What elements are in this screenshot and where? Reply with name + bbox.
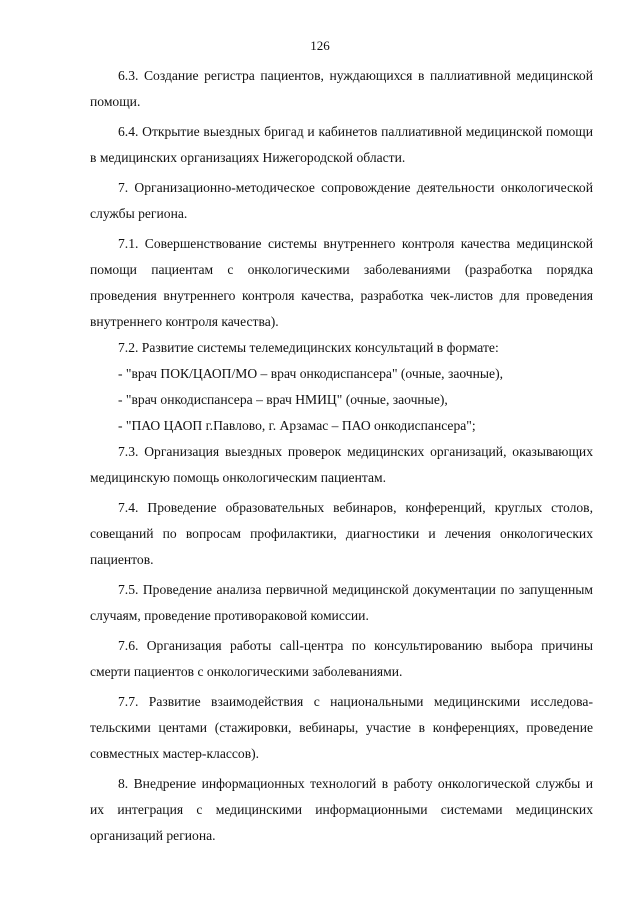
page-number: 126 — [310, 38, 330, 53]
paragraph-6-3: 6.3. Создание регистра пациентов, нуждающихся в паллиативной медицинской помощи. — [90, 68, 593, 109]
paragraph-7-2: 7.2. Развитие системы телемедицинских консультаций в формате: — [118, 340, 499, 355]
paragraph-7-6: 7.6. Организация работы call-центра по консультированию выбора причины смерти пациентов с онкологическими заболеваниями. — [90, 638, 593, 679]
paragraph-7-3: 7.3. Организация выездных проверок медицинских организаций, оказывающих медицинскую помощь онкологическим пациентам. — [90, 444, 593, 485]
list-item-telemed-1: - "врач ПОК/ЦАОП/МО – врач онкодиспансера" (очные, заочные), — [118, 366, 504, 381]
paragraph-8: 8. Внедрение информационных технологий в работу онкологической службы и их интеграция с медицинскими информационными системами медицинских организаций региона. — [90, 776, 593, 843]
paragraph-7-7: 7.7. Развитие взаимодействия с национальными медицинскими исследовательскими центами (стажировки, вебинары, участие в конференциях, проведение совместных мастер-классов). — [90, 694, 593, 761]
paragraph-7: 7. Организационно-методическое сопровождение деятельности онкологической службы региона. — [90, 180, 593, 221]
document-body — [90, 63, 593, 849]
paragraph-7-4: 7.4. Проведение образовательных вебинаров, конференций, круглых столов, совещаний по вопросам профилактики, диагностики и лечения онкологических пациентов. — [90, 500, 593, 567]
list-item-telemed-3: - "ПАО ЦАОП г.Павлово, г. Арзамас – ПАО онкодиспансера"; — [118, 418, 476, 433]
paragraph-6-4: 6.4. Открытие выездных бригад и кабинетов паллиативной медицинской помощи в медицинских организациях Нижегородской области. — [90, 124, 593, 165]
list-item-telemed-2: - "врач онкодиспансера – врач НМИЦ" (очные, заочные), — [118, 392, 448, 407]
paragraph-7-5: 7.5. Проведение анализа первичной медицинской документации по запущенным случаям, проведение противораковой комиссии. — [90, 582, 593, 623]
paragraph-7-1: 7.1. Совершенствование системы внутреннего контроля качества медицинской помощи пациентам с онкологическими заболеваниями (разработка порядка проведения внутреннего контроля качества, разработка чек-листов для проведения внутреннего контроля качества). — [90, 236, 593, 329]
